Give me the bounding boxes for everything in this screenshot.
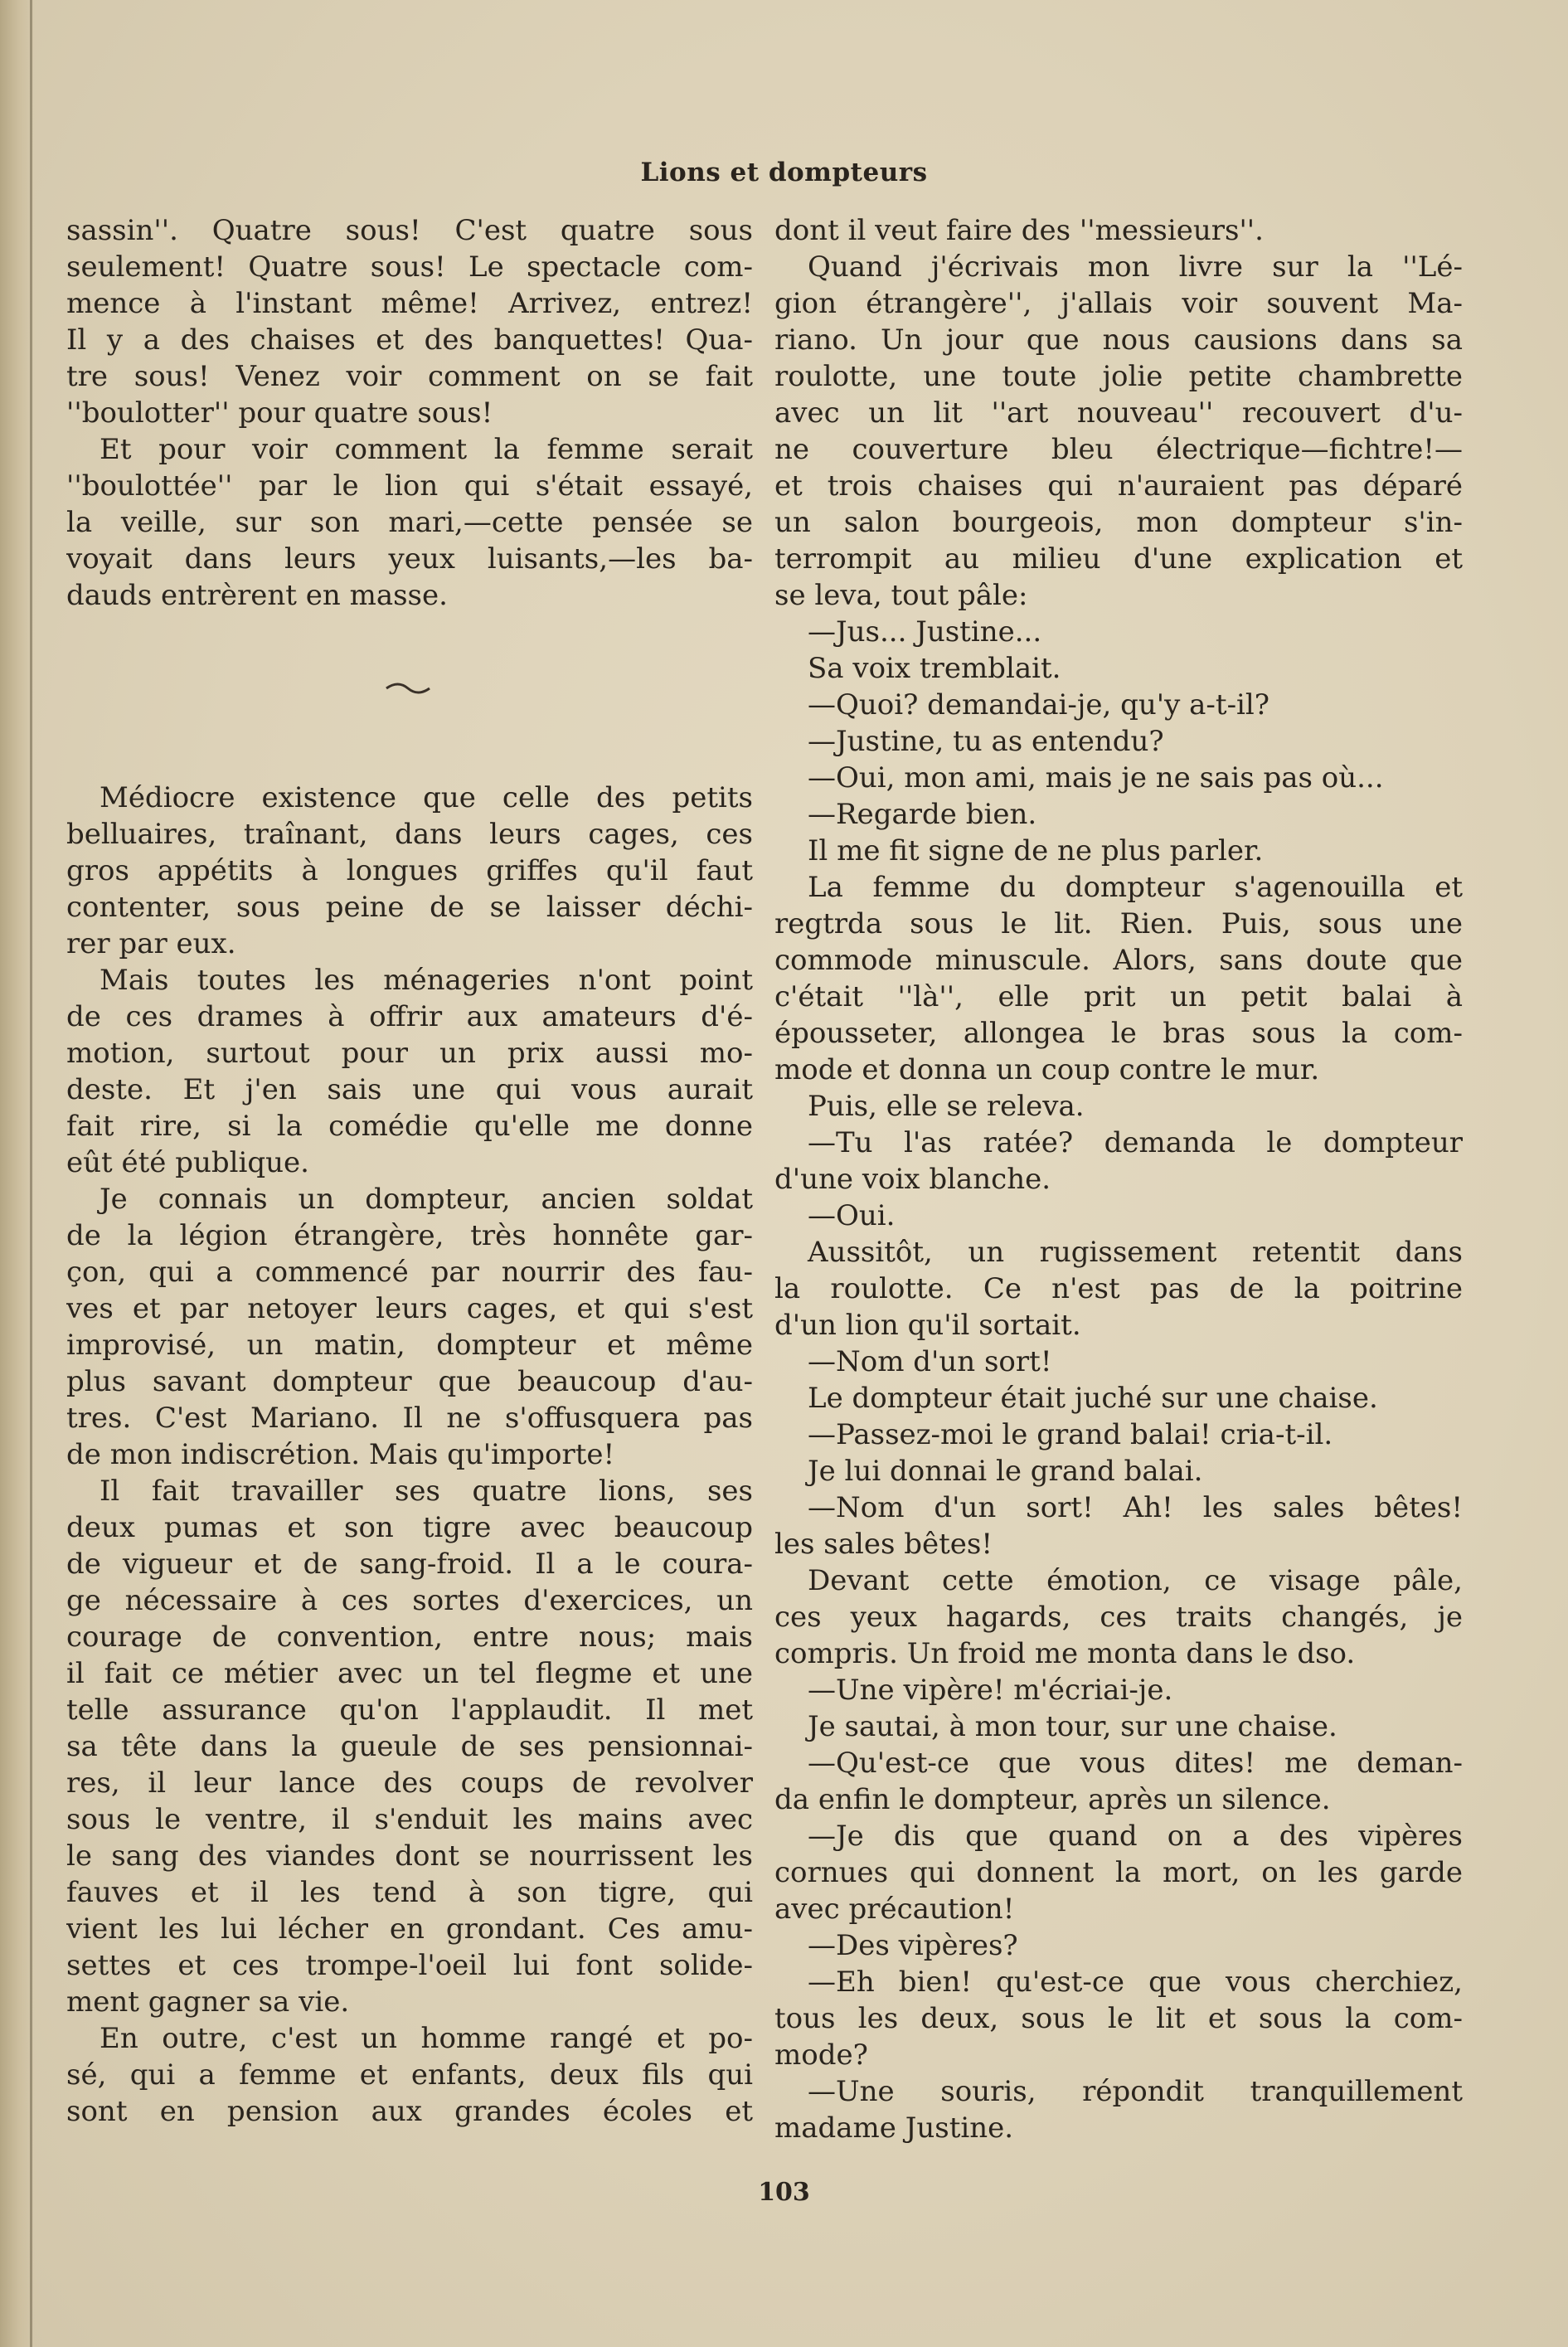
text-line: da enfin le dompteur, après un silence. (774, 1783, 1331, 1816)
text-line: ''boulottée'' par le lion qui s'était essayé, (66, 469, 753, 503)
text-line: sont en pension aux grandes écoles et (66, 2095, 753, 2128)
text-line: commode minuscule. Alors, sans doute que (774, 944, 1463, 977)
text-line: Et pour voir comment la femme serait (100, 433, 753, 466)
text-line: cornues qui donnent la mort, on les garde (774, 1856, 1463, 1889)
text-line: c'était ''là'', elle prit un petit balai à (774, 980, 1463, 1013)
text-line: —Quoi? demandai-je, qu'y a-t-il? (808, 688, 1270, 722)
text-line: les sales bêtes! (774, 1528, 993, 1561)
text-line: madame Justine. (774, 2111, 1014, 2145)
text-line: seulement! Quatre sous! Le spectacle com- (66, 250, 753, 284)
text-line: vient les lui lécher en grondant. Ces amu- (66, 1912, 753, 1946)
text-line: improvisé, un matin, dompteur et même (66, 1329, 753, 1362)
text-line: telle assurance qu'on l'applaudit. Il met (66, 1693, 753, 1727)
text-line: dauds entrèrent en masse. (66, 579, 448, 612)
tilde-ornament-icon (383, 678, 433, 700)
text-line: —Nom d'un sort! Ah! les sales bêtes! (808, 1491, 1463, 1524)
text-line: Aussitôt, un rugissement retentit dans (808, 1236, 1463, 1269)
text-line: belluaires, traînant, dans leurs cages, ces (66, 818, 753, 851)
text-line: voyait dans leurs yeux luisants,—les ba- (66, 542, 753, 576)
left-block-1 (66, 212, 753, 614)
text-line: gion étrangère'', j'allais voir souvent Ma- (774, 287, 1463, 320)
text-line: gros appétits à longues griffes qu'il faut (66, 854, 753, 887)
text-line: Le dompteur était juché sur une chaise. (808, 1382, 1378, 1415)
text-line: mence à l'instant même! Arrivez, entrez! (66, 287, 753, 320)
text-line: roulotte, une toute jolie petite chambrette (774, 360, 1463, 393)
text-line: En outre, c'est un homme rangé et po- (100, 2022, 753, 2055)
text-line: Je lui donnai le grand balai. (808, 1455, 1203, 1488)
text-line: un salon bourgeois, mon dompteur s'in- (774, 506, 1463, 539)
text-line: riano. Un jour que nous causions dans sa (774, 323, 1463, 357)
text-line: —Des vipères? (808, 1929, 1018, 1962)
text-line: —Oui. (808, 1199, 896, 1232)
running-title: Lions et dompteurs (640, 158, 928, 187)
text-line: Devant cette émotion, ce visage pâle, (808, 1564, 1463, 1597)
text-line: motion, surtout pour un prix aussi mo- (66, 1037, 753, 1070)
text-line: —Une vipère! m'écriai-je. (808, 1674, 1173, 1707)
text-line: Je connais un dompteur, ancien soldat (100, 1183, 753, 1216)
text-line: sous le ventre, il s'enduit les mains avec (66, 1803, 753, 1836)
text-line: terrompit au milieu d'une explication et (774, 542, 1463, 576)
text-line: sé, qui a femme et enfants, deux fils qui (66, 2058, 753, 2092)
text-line: Mais toutes les ménageries n'ont point (100, 964, 753, 997)
text-line: courage de convention, entre nous; mais (66, 1621, 753, 1654)
text-line: compris. Un froid me monta dans le dso. (774, 1637, 1356, 1670)
text-line: avec précaution! (774, 1893, 1015, 1926)
text-line: sassin''. Quatre sous! C'est quatre sous (66, 214, 753, 247)
text-line: çon, qui a commencé par nourrir des fau- (66, 1256, 753, 1289)
book-spine-edge (30, 0, 32, 2347)
text-line: deste. Et j'en sais une qui vous aurait (66, 1073, 753, 1106)
text-line: rer par eux. (66, 927, 236, 960)
text-line: tres. C'est Mariano. Il ne s'offusquera pas (66, 1402, 753, 1435)
text-line: ne couverture bleu électrique—fichtre!— (774, 433, 1463, 466)
text-line: Il me fit signe de ne plus parler. (808, 834, 1264, 867)
text-line: Sa voix tremblait. (808, 652, 1061, 685)
text-line: se leva, tout pâle: (774, 579, 1028, 612)
text-line: eût été publique. (66, 1146, 309, 1179)
text-line: plus savant dompteur que beaucoup d'au- (66, 1365, 753, 1398)
page-number: 103 (758, 2178, 810, 2207)
text-line: de vigueur et de sang-froid. Il a le coura- (66, 1548, 753, 1581)
text-line: Puis, elle se releva. (808, 1090, 1085, 1123)
text-line: d'une voix blanche. (774, 1163, 1051, 1196)
text-line: La femme du dompteur s'agenouilla et (808, 871, 1463, 904)
text-line: Il y a des chaises et des banquettes! Qua- (66, 323, 753, 357)
left-column (66, 212, 753, 2130)
text-line: ves et par netoyer leurs cages, et qui s'est (66, 1292, 753, 1325)
text-line: d'un lion qu'il sortait. (774, 1309, 1081, 1342)
text-line: la veille, sur son mari,—cette pensée se (66, 506, 753, 539)
text-line: mode? (774, 2038, 868, 2072)
text-line: Il fait travailler ses quatre lions, ses (100, 1475, 753, 1508)
text-line: —Jus... Justine... (808, 615, 1042, 649)
text-line: settes et ces trompe-l'oeil lui font solide- (66, 1949, 753, 1982)
text-line: il fait ce métier avec un tel flegme et une (66, 1657, 753, 1690)
text-line: avec un lit ''art nouveau'' recouvert d'u- (774, 396, 1463, 430)
text-line: la roulotte. Ce n'est pas de la poitrine (774, 1272, 1463, 1305)
text-line: contenter, sous peine de se laisser déchi- (66, 891, 753, 924)
text-line: ment gagner sa vie. (66, 1985, 350, 2019)
text-line: Je sautai, à mon tour, sur une chaise. (808, 1710, 1337, 1743)
text-line: ge nécessaire à ces sortes d'exercices, un (66, 1584, 753, 1617)
text-line: —Passez-moi le grand balai! cria-t-il. (808, 1418, 1333, 1451)
text-line: épousseter, allongea le bras sous la com- (774, 1017, 1463, 1050)
text-line: ces yeux hagards, ces traits changés, je (774, 1601, 1463, 1634)
text-line: Quand j'écrivais mon livre sur la ''Lé- (808, 250, 1463, 284)
text-line: —Eh bien! qu'est-ce que vous cherchiez, (808, 1966, 1463, 1999)
text-line: mode et donna un coup contre le mur. (774, 1053, 1320, 1086)
text-line: de mon indiscrétion. Mais qu'importe! (66, 1438, 615, 1471)
text-line: tous les deux, sous le lit et sous la com- (774, 2002, 1463, 2035)
text-line: fait rire, si la comédie qu'elle me donne (66, 1110, 753, 1143)
text-line: —Nom d'un sort! (808, 1345, 1052, 1378)
text-line: de la légion étrangère, très honnête gar- (66, 1219, 753, 1252)
text-line: le sang des viandes dont se nourrissent les (66, 1839, 753, 1873)
text-line: —Une souris, répondit tranquillement (808, 2075, 1463, 2108)
text-line: —Justine, tu as entendu? (808, 725, 1164, 758)
text-line: et trois chaises qui n'auraient pas déparé (774, 469, 1463, 503)
text-line: —Je dis que quand on a des vipères (808, 1820, 1463, 1853)
text-line: fauves et il les tend à son tigre, qui (66, 1876, 753, 1909)
text-line: —Tu l'as ratée? demanda le dompteur (808, 1126, 1463, 1159)
text-line: —Regarde bien. (808, 798, 1037, 831)
right-column (774, 212, 1463, 2146)
left-block-2 (66, 780, 753, 2130)
text-line: sa tête dans la gueule de ses pensionnai- (66, 1730, 753, 1763)
text-line: tre sous! Venez voir comment on se fait (66, 360, 753, 393)
text-line: Médiocre existence que celle des petits (100, 781, 753, 814)
text-line: de ces drames à offrir aux amateurs d'é- (66, 1000, 753, 1033)
text-line: regtrda sous le lit. Rien. Puis, sous une (774, 907, 1463, 940)
text-line: deux pumas et son tigre avec beaucoup (66, 1511, 753, 1544)
text-line: ''boulotter'' pour quatre sous! (66, 396, 493, 430)
text-line: —Oui, mon ami, mais je ne sais pas où... (808, 761, 1384, 794)
text-line: res, il leur lance des coups de revolver (66, 1766, 753, 1800)
text-line: —Qu'est-ce que vous dites! me deman- (808, 1747, 1463, 1780)
text-line: dont il veut faire des ''messieurs''. (774, 214, 1264, 247)
